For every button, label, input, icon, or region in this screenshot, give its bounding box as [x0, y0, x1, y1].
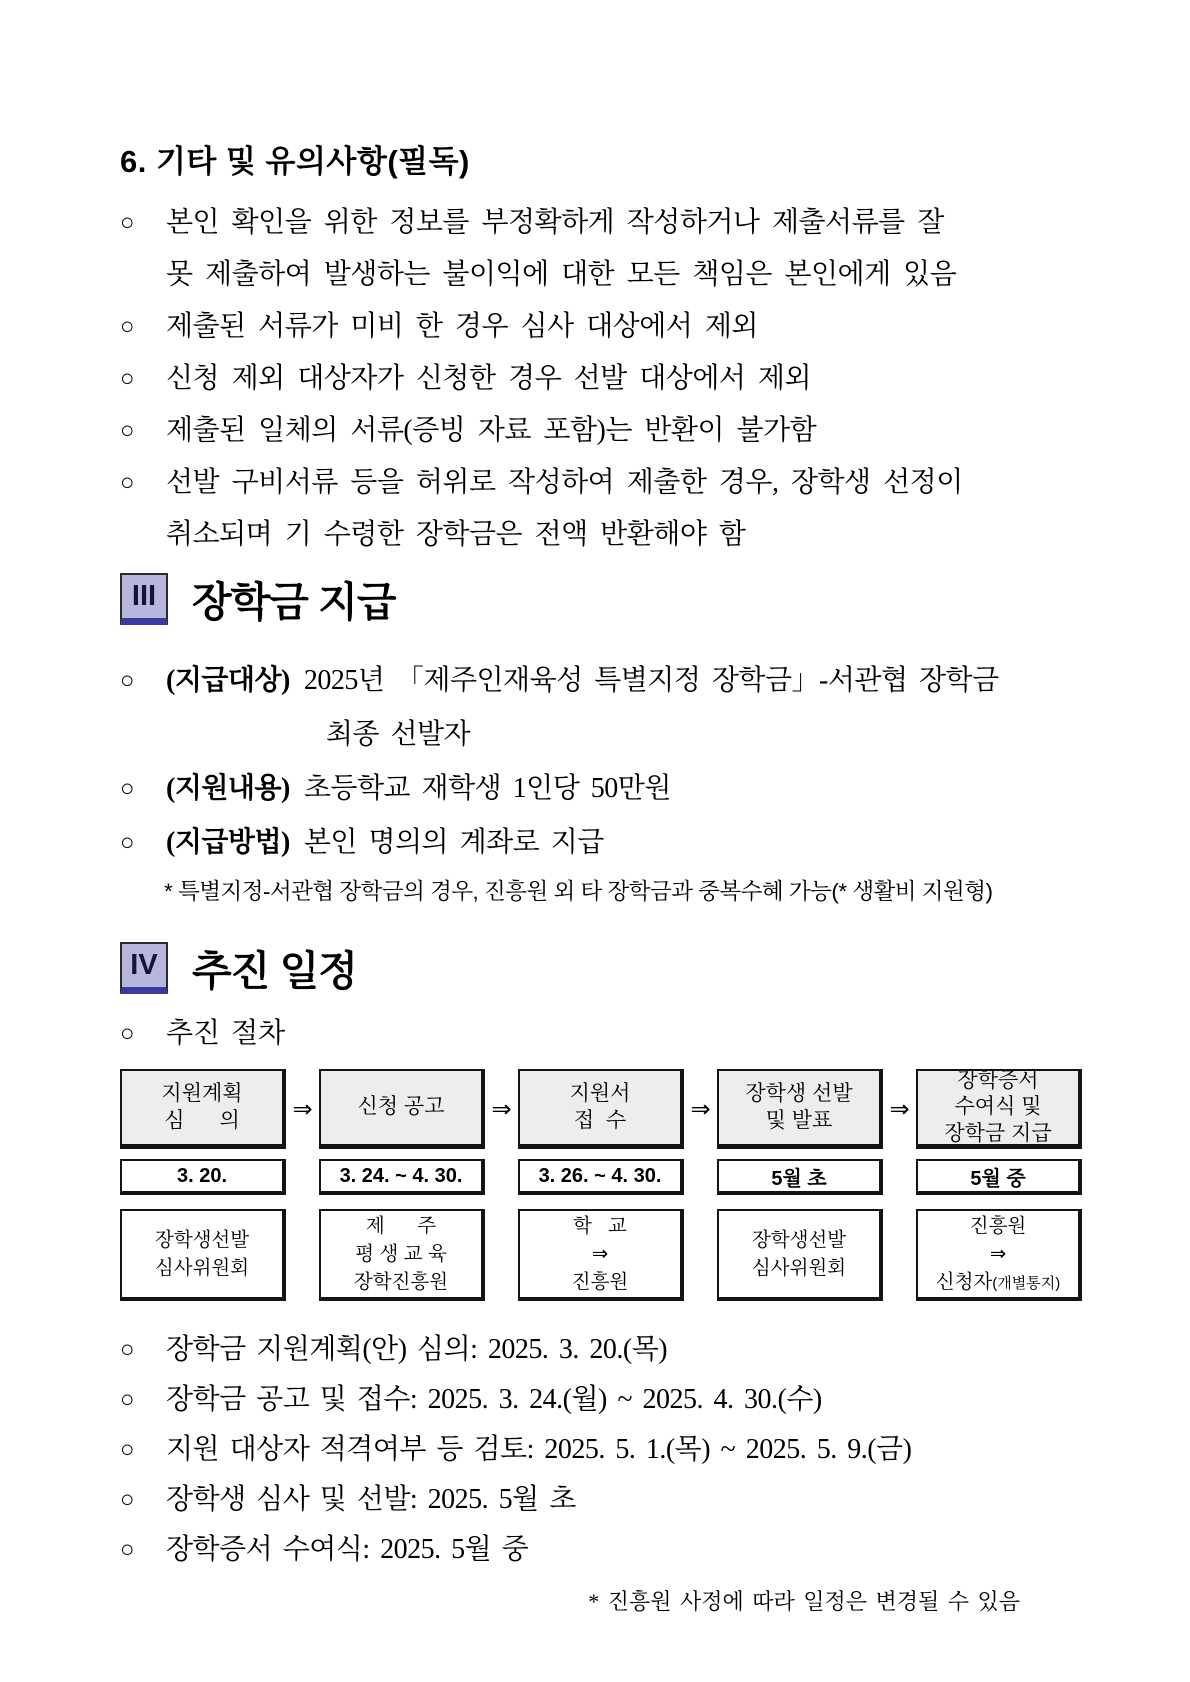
flow-date-box: 3. 26. ~ 4. 30.	[518, 1159, 684, 1195]
procedure-label: 추진 절차	[166, 1018, 286, 1049]
notice-bullet	[120, 301, 1020, 353]
section4-title: 추진 일정	[192, 948, 357, 994]
bullet-line: 제출된 일체의 서류(증빙 자료 포함)는 반환이 불가함	[166, 415, 817, 446]
circle-bullet-marker: ○	[120, 418, 135, 444]
section4-header	[120, 938, 1130, 997]
circle-bullet-marker: ○	[120, 1387, 135, 1413]
circle-bullet-marker: ○	[120, 1337, 135, 1363]
flow-step-line: 지원서	[569, 1082, 631, 1106]
schedule-text: 장학생 심사 및 선발: 2025. 5월 초	[166, 1484, 576, 1515]
notice-bullet	[120, 405, 1020, 457]
flow-org-line: 평 생 교 육	[355, 1242, 447, 1265]
bullet-line: 제출된 서류가 미비 한 경우 심사 대상에서 제외	[166, 311, 758, 342]
notice-bullet	[120, 353, 1020, 405]
flow-org-box	[717, 1209, 883, 1301]
section-numeral-badge: III	[120, 573, 168, 625]
grant-item	[120, 654, 1040, 762]
bullet-line: 취소되며 기 수령한 장학금은 전액 반환해야 함	[166, 519, 746, 550]
schedule-item	[120, 1375, 1020, 1425]
procedure-bullet	[120, 1009, 1130, 1059]
flow-org-line: 진흥원	[969, 1214, 1027, 1237]
grant-item-text: 본인 명의의 계좌로 지급	[303, 827, 604, 858]
circle-bullet-marker: ○	[120, 1537, 135, 1563]
flow-org-line: 진흥원	[571, 1271, 629, 1294]
procedure-flowchart	[120, 1069, 1082, 1301]
flow-org-text: 신청자	[935, 1271, 993, 1294]
flow-step-box	[319, 1069, 485, 1149]
flow-org-box	[319, 1209, 485, 1301]
flow-step-line: 수여식 및	[954, 1095, 1042, 1119]
circle-bullet-marker: ○	[120, 1021, 135, 1047]
flow-date-box: 3. 24. ~ 4. 30.	[319, 1159, 485, 1195]
double-arrow-icon: ⇒	[491, 1095, 512, 1123]
circle-bullet-marker: ○	[120, 470, 135, 496]
section3-header	[120, 569, 1130, 628]
section-numeral-badge: IV	[120, 942, 168, 994]
double-arrow-icon: ⇒	[292, 1095, 313, 1123]
schedule-text: 지원 대상자 적격여부 등 검토: 2025. 5. 1.(목) ~ 2025. 5. 9.(금)	[166, 1434, 912, 1465]
flow-org-line: 제 주	[365, 1214, 437, 1237]
bullet-line: 신청 제외 대상자가 신청한 경우 선발 대상에서 제외	[166, 363, 812, 394]
flow-org-box	[120, 1209, 286, 1301]
flow-org-box	[518, 1209, 684, 1301]
grant-item-label: (지급대상)	[166, 665, 290, 696]
circle-bullet-marker: ○	[120, 314, 135, 340]
schedule-text: 장학금 지원계획(안) 심의: 2025. 3. 20.(목)	[166, 1334, 668, 1365]
grant-item-text: 2025년 「제주인재육성 특별지정 장학금」-서관협 장학금	[303, 665, 999, 696]
bullet-line: 본인 확인을 위한 정보를 부정확하게 작성하거나 제출서류를 잘	[166, 207, 944, 238]
double-arrow-icon: ⇒	[989, 1242, 1007, 1265]
grant-item-continuation: 최종 선발자	[325, 719, 471, 750]
bullet-line: 못 제출하여 발생하는 불이익에 대한 모든 책임은 본인에게 있음	[166, 259, 957, 290]
schedule-change-note: * 진흥원 사정에 따라 일정은 변경될 수 있음	[588, 1589, 1020, 1614]
flow-org-line: 심사위원회	[154, 1257, 250, 1279]
flow-step	[717, 1069, 883, 1301]
flow-step-box	[518, 1069, 684, 1149]
flow-org-line: 장학진흥원	[353, 1271, 449, 1294]
schedule-text: 장학금 공고 및 접수: 2025. 3. 24.(월) ~ 2025. 4. 30.(수)	[166, 1384, 822, 1415]
flow-step-line: 지원계획	[161, 1082, 243, 1106]
flow-org-line	[936, 1268, 1060, 1296]
schedule-list	[120, 1325, 1130, 1575]
double-arrow-icon: ⇒	[690, 1095, 711, 1123]
circle-bullet-marker: ○	[120, 668, 135, 694]
section6-title: 6. 기타 및 유의사항(필독)	[120, 144, 470, 179]
grant-item-label: (지원내용)	[166, 773, 290, 804]
flow-step-line: 접 수	[573, 1108, 627, 1132]
flow-step-line: 및 발표	[765, 1108, 833, 1132]
schedule-item	[120, 1475, 1020, 1525]
flow-step-line: 장학증서	[957, 1069, 1039, 1093]
flow-step-line: 장학생 선발	[745, 1082, 853, 1106]
grant-item	[120, 762, 1040, 816]
grant-note: * 특별지정-서관협 장학금의 경우, 진흥원 외 타 장학금과 중복수혜 가능(* 생활비 지원형)	[164, 879, 993, 904]
notice-bullet	[120, 197, 1020, 301]
flow-step-line: 장학금 지급	[944, 1121, 1052, 1145]
schedule-item	[120, 1325, 1020, 1375]
flow-org-line: 심사위원회	[751, 1257, 847, 1279]
flow-org-line: 장학생선발	[751, 1228, 847, 1251]
circle-bullet-marker: ○	[120, 1487, 135, 1513]
flow-step-box	[717, 1069, 883, 1149]
flow-step	[319, 1069, 485, 1301]
section3-title: 장학금 지급	[192, 579, 396, 625]
flow-org-note: (개별통지)	[992, 1275, 1061, 1293]
flow-org-box	[916, 1209, 1082, 1301]
schedule-item	[120, 1525, 1020, 1575]
notice-bullet	[120, 457, 1020, 561]
circle-bullet-marker: ○	[120, 1437, 135, 1463]
flow-org-line: 학 교	[573, 1214, 627, 1237]
schedule-text: 장학증서 수여식: 2025. 5월 중	[166, 1534, 529, 1565]
flow-date-box: 5월 중	[916, 1159, 1082, 1195]
grant-item-text: 초등학교 재학생 1인당 50만원	[303, 773, 671, 804]
flow-step-line: 신청 공고	[357, 1095, 445, 1119]
circle-bullet-marker: ○	[120, 776, 135, 802]
grant-item	[120, 816, 1040, 870]
section3-items	[120, 654, 1130, 912]
circle-bullet-marker: ○	[120, 210, 135, 236]
circle-bullet-marker: ○	[120, 366, 135, 392]
flow-step-box	[120, 1069, 286, 1149]
flow-step-box	[916, 1069, 1082, 1149]
double-arrow-icon: ⇒	[591, 1242, 609, 1265]
grant-item-label: (지급방법)	[166, 827, 290, 858]
double-arrow-icon: ⇒	[889, 1095, 910, 1123]
schedule-item	[120, 1425, 1020, 1475]
flow-org-line: 장학생선발	[154, 1228, 250, 1251]
bullet-line: 선발 구비서류 등을 허위로 작성하여 제출한 경우, 장학생 선정이	[166, 467, 963, 498]
circle-bullet-marker: ○	[120, 830, 135, 856]
flow-step	[916, 1069, 1082, 1301]
flow-step-line: 심 의	[164, 1108, 240, 1132]
flow-date-box: 3. 20.	[120, 1159, 286, 1195]
flow-date-box: 5월 초	[717, 1159, 883, 1195]
flow-step	[518, 1069, 684, 1301]
flow-step	[120, 1069, 286, 1301]
